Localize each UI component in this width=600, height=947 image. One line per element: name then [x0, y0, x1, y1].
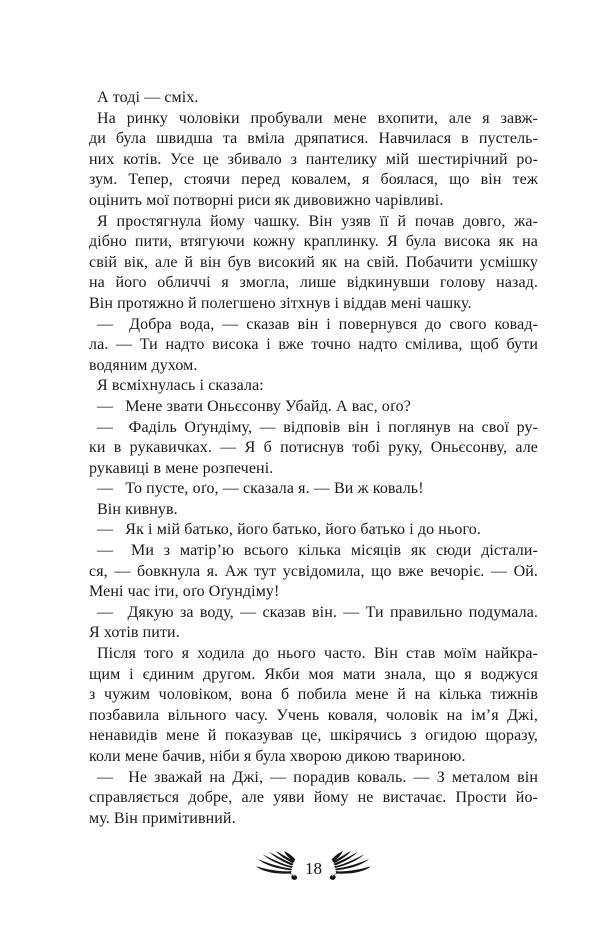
page-footer — [89, 847, 538, 883]
wing-left-icon — [256, 851, 298, 880]
text-line: — То пусте, оґо, — сказала я. — Ви ж коваль! — [97, 480, 424, 498]
text-line: му. Він примітивний. — [89, 809, 236, 827]
text-line: — Як і мій батько, його батько, його батько і до нього. — [97, 521, 481, 539]
text-line: Він протяжно й полегшено зітхнув і віддав мені чашку. — [89, 294, 472, 312]
text-line: них котів. Усе це збивало з пантелику мій шестирічний ро- — [89, 150, 538, 168]
paragraph — [89, 644, 538, 768]
text-line: ненавидів мене й показував це, шкірячись з огидою щоразу, — [89, 727, 538, 745]
text-line: — Мене звати Оньєсонву Убайд. А вас, оґо? — [97, 397, 411, 415]
text-line: ди була швидша та вміла дряпатися. Навчилася в пустель- — [89, 130, 538, 148]
text-line: справляється добре, але уяви йому не вистачає. Прости йо- — [89, 789, 538, 807]
text-line: — Добра вода, — сказав він і повернувся до свого ковад- — [97, 315, 538, 333]
paragraph — [89, 88, 538, 109]
text-line: Після того я ходила до нього часто. Він став моїм найкра- — [97, 645, 538, 663]
text-line: зум. Тепер, стоячи перед ковалем, я боялася, що він теж — [89, 171, 538, 189]
text-line: рукавиці в мене розпечені. — [89, 459, 274, 477]
text-line: ла. — Ти надто висока і вже точно надто смілива, щоб бути — [89, 336, 538, 354]
text-line: позбавила вільного часу. Учень коваля, чоловік на ім’я Джі, — [89, 706, 538, 724]
paragraph-dialog — [89, 418, 538, 480]
paragraph-dialog — [89, 520, 538, 541]
text-line: — Не зважай на Джі, — порадив коваль. — З металом він — [97, 768, 538, 786]
paragraph — [89, 109, 538, 212]
paragraph-dialog — [89, 315, 538, 377]
paragraph-dialog — [89, 397, 538, 418]
text-line: щим і єдиним другом. Якби моя мати знала, що я воджуся — [89, 665, 538, 683]
text-line: На ринку чоловіки пробували мене вхопити, але я завж- — [97, 109, 538, 127]
text-line: ки в рукавичках. — Я б потиснув тобі руку, Оньєсонву, але — [89, 439, 538, 457]
text-line: з чужим чоловіком, вона б побила мене й на кілька тижнів — [89, 686, 538, 704]
text-line: Мені час іти, оґо Оґундіму! — [89, 583, 280, 601]
paragraph — [89, 212, 538, 315]
text-line: Я всміхнулась і сказала: — [97, 377, 264, 395]
page-text — [89, 88, 538, 829]
text-line: — Дякую за воду, — сказав він. — Ти правильно подумала. — [97, 603, 538, 621]
text-line: Він кивнув. — [97, 500, 178, 518]
paragraph — [89, 376, 538, 397]
text-line: ся, — бовкнула я. Аж тут усвідомила, що вже вечоріє. — Ой. — [89, 562, 538, 580]
text-line: водяним духом. — [89, 356, 198, 374]
wing-right-icon — [329, 851, 371, 880]
text-line: — Ми з матір’ю всього кілька місяців як сюди дістали- — [97, 542, 538, 560]
paragraph — [89, 500, 538, 521]
paragraph-dialog — [89, 479, 538, 500]
text-line: оцінить мої потворні риси як дивовижно чарівливі. — [89, 191, 444, 209]
paragraph-dialog — [89, 541, 538, 603]
paragraph-dialog — [89, 768, 538, 830]
text-line: А тоді — сміх. — [97, 89, 199, 106]
text-line: — Фаділь Оґундіму, — відповів він і поглянув на свої ру- — [97, 418, 538, 436]
text-line: свій вік, але й він був високий як на свій. Побачити усмішку — [89, 253, 538, 271]
paragraph-dialog — [89, 603, 538, 644]
text-line: на його обличчі я змогла, лише відкинувши голову назад. — [89, 274, 538, 292]
text-line: Я простягнула йому чашку. Він узяв її й почав довго, жа- — [97, 212, 538, 230]
text-line: коли мене бачив, ніби я була хворою дикою твариною. — [89, 748, 466, 765]
text-line: Я хотів пити. — [89, 624, 180, 642]
text-line: дібно пити, втягуючи кожну краплинку. Я була висока як на — [89, 233, 538, 251]
page-number: 18 — [305, 858, 322, 878]
